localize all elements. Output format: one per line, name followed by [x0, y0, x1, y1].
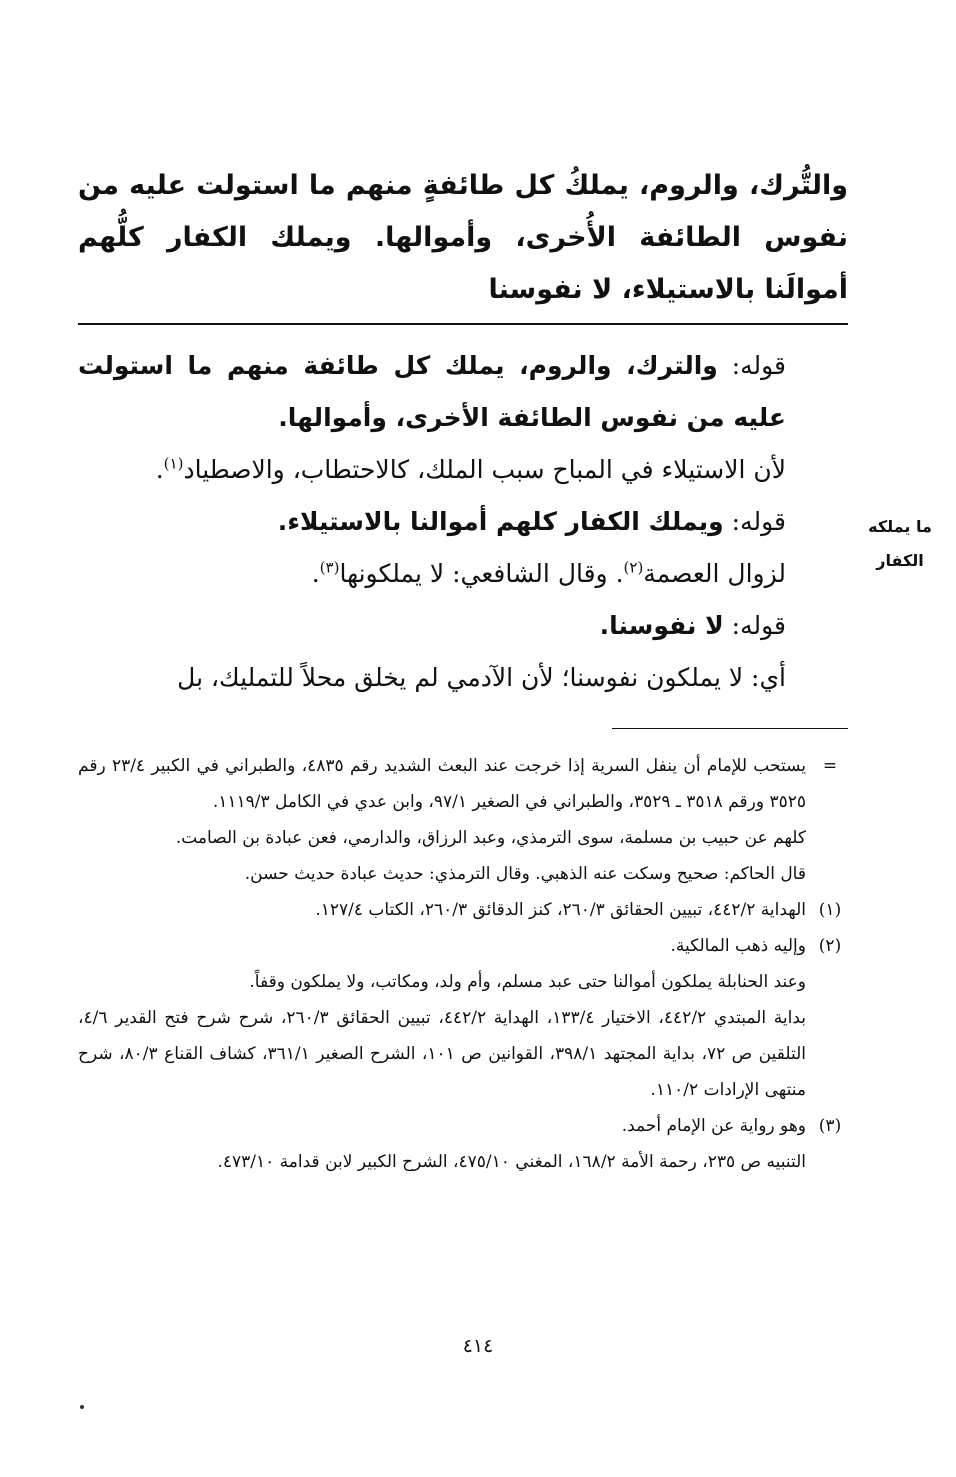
commentary-explanation-2: لزوال العصمة$^{(٢)}$. وقال الشافعي: لا يملكونها$^{(٣)}$. [311, 558, 786, 588]
footnote-2-references: بداية المبتدي ٤٤٢/٢، الاختيار ١٣٣/٤، الهداية ٤٤٢/٢، تبيين الحقائق ٢٦٠/٣، شرح شرح فتح القدير ٤/٦، التلقين ص ٧٢، بداية المجتهد ٣٩٨/١، القوانين ص ١٠١، الشرح الصغير ٣٦١/١، كشاف القناع ٨٠/٣، شرح منتهى الإرادات ١١٠/٢. [78, 1008, 807, 1100]
matn-paragraph: والتُّرك، والروم، يملكُ كل طائفةٍ منهم ما استولت عليه من نفوس الطائفة الأُخرى، وأموالها. ويملك الكفار كلُّهم أموالَنا بالاستيلاء، لا نفوسنا [78, 170, 848, 305]
footnote-1-marker: (١) [818, 900, 842, 920]
continuation-marker: = [822, 756, 838, 776]
footnote-continuation: = يستحب للإمام أن ينفل السرية إذا خرجت عند البعث الشديد رقم ٤٨٣٥، والطبراني في الكبير ٢٣/٤ رقم ٣٥٢٥ ورقم ٣٥١٨ ـ ٣٥٢٩، والطبراني في الصغير ٩٧/١، وابن عدي في الكامل ١١١٩/٣. [78, 748, 848, 820]
footnote-ref-2[interactable]: (٢) [623, 558, 644, 577]
footnote-3-references: التنبيه ص ٢٣٥، رحمة الأمة ١٦٨/٢، المغني ٤٧٥/١٠، الشرح الكبير لابن قدامة ٤٧٣/١٠. [217, 1152, 806, 1172]
commentary-explanation-3: أي: لا يملكون نفوسنا؛ لأن الآدمي لم يخلق محلاً للتمليك، بل [177, 663, 786, 692]
footnote-2-marker: (٢) [818, 936, 842, 956]
footnote-ref-1[interactable]: (١) [163, 454, 184, 473]
footnote-1: (١) الهداية ٤٤٢/٢، تبيين الحقائق ٢٦٠/٣، كنز الدقائق ٢٦٠/٣، الكتاب ١٢٧/٤. [78, 892, 848, 928]
margin-heading-line-2: الكفار [876, 551, 924, 570]
matn-divider [78, 323, 848, 325]
footnote-2-continued: وعند الحنابلة يملكون أموالنا حتى عبد مسلم، وأم ولد، ومكاتب، ولا يملكون وقفاً. [249, 972, 806, 992]
commentary-block [78, 340, 848, 704]
footnote-2: (٢) وإليه ذهب المالكية. [78, 928, 848, 964]
footnote-3: (٣) وهو رواية عن الإمام أحمد. [78, 1108, 848, 1144]
commentary-quote-1: قوله: والترك، والروم، يملك كل طائفة منهم ما استولت عليه من نفوس الطائفة الأخرى، وأموالها. [78, 351, 787, 432]
matn-text-block [78, 160, 848, 316]
page-number: ٤١٤ [462, 1335, 494, 1357]
footnotes-block [78, 748, 848, 1180]
footnote-ref-3[interactable]: (٣) [319, 558, 340, 577]
footnote-continuation-2: كلهم عن حبيب بن مسلمة، سوى الترمذي، وعبد الرزاق، والدارمي، فعن عبادة بن الصامت. [175, 828, 806, 848]
commentary-explanation-1: لأن الاستيلاء في المباح سبب الملك، كالاحتطاب، والاصطياد$^{(١)}$. [155, 454, 786, 484]
commentary-quote-3: قوله: لا نفوسنا. [599, 611, 786, 640]
scan-speck [80, 1405, 84, 1409]
footnote-divider [612, 728, 848, 729]
footnote-3-marker: (٣) [818, 1116, 842, 1136]
margin-heading [862, 510, 938, 578]
footnote-continuation-3: قال الحاكم: صحيح وسكت عنه الذهبي. وقال الترمذي: حديث عبادة حديث حسن. [244, 864, 806, 884]
commentary-quote-2: قوله: ويملك الكفار كلهم أموالنا بالاستيلاء. [277, 507, 786, 536]
margin-heading-line-1: ما يملكه [868, 517, 932, 536]
